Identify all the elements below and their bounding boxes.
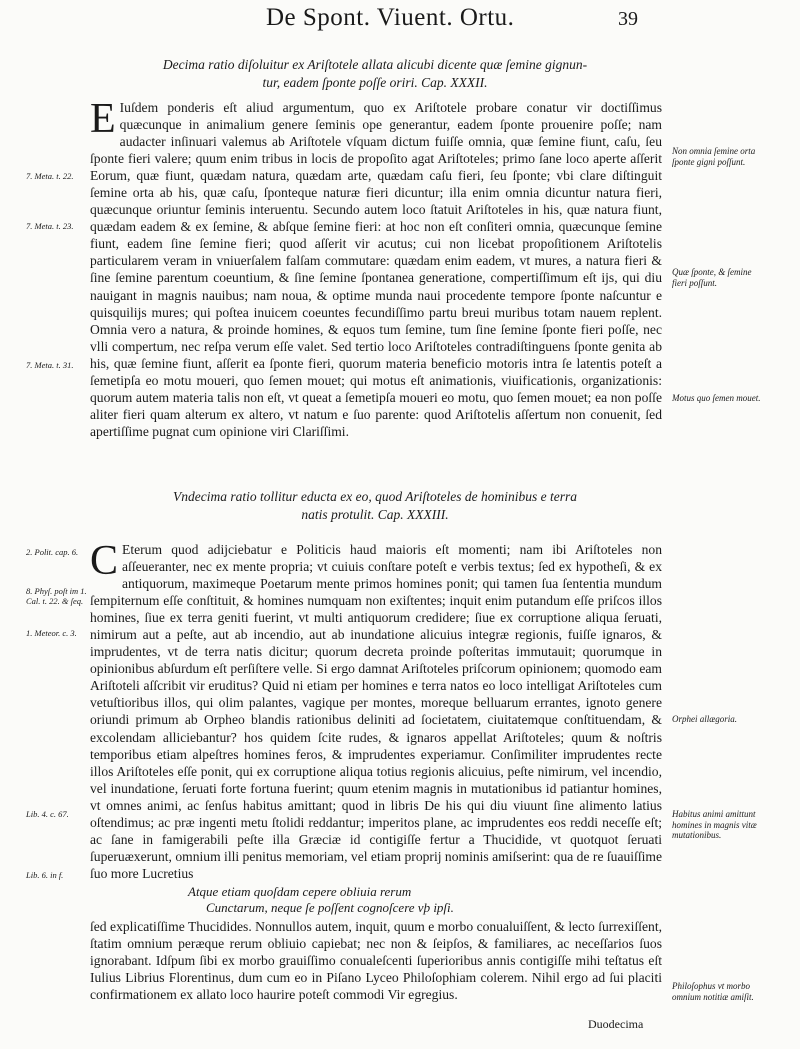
margin-note-left: Lib. 6. in f. — [26, 870, 64, 880]
margin-note-left: 2. Polit. cap. 6. — [26, 547, 79, 557]
margin-note-left: 8. Phyſ. poſt im 1. Cal. t. 22. & ſeq. — [26, 586, 87, 606]
margin-note-left: 7. Meta. t. 31. — [26, 360, 74, 370]
verse-line: Atque etiam quoſdam cepere obliuia rerum — [188, 884, 412, 899]
chapter-heading-33 — [140, 488, 610, 524]
drop-cap: C — [90, 538, 119, 584]
margin-note-right: Non omnia ſemine orta ſponte gigni poſſunt. — [672, 146, 756, 167]
margin-note-right: Philoſophus vt morbo omnium notitiæ amiſit. — [672, 981, 754, 1002]
margin-note-right: Orphei allægoria. — [672, 714, 738, 724]
heading-line: Vndecima ratio tollitur educta ex eo, quod Ariſtoteles de hominibus e terra — [173, 489, 577, 504]
verse-line: Cunctarum, neque ſe poſſent cognoſcere vþ ipſi. — [206, 900, 454, 915]
paragraph-chapter-32 — [90, 96, 662, 440]
margin-note-left: 7. Meta. t. 23. — [26, 221, 74, 231]
margin-note-right: Habitus animi amittunt homines in magnis vitæ mutationibus. — [672, 809, 757, 840]
paragraph-text: Eterum quod adijciebatur e Politicis haud maioris eſt momenti; nam ibi Ariſtoteles non aſſeueranter, nec ex mente propria; vt cuiuis conſtare poteſt e verbis textus; ſed ex hypotheſi, & ex antiquorum, maximeque Poetarum mente primos homines ponit; qui tamen ſua ſententia mundum ſempiternum eſſe conſtituit, & homines numquam non exiſtentes; inquit enim putandum eſſe priſcos illos homines, ſiue ex terra geniti fuerint, vt multi antiquorum credidere; ſiue ex corruptione aliqua ſeruati, nimirum aut a peſte, aut ab incendio, aut ab inundatione alicuius integræ regionis, fuiſſe ignaros, & imprudentes, vt de terra natis dicitur; quorum decreta proinde poſteritas immutauit; quorumque in opinionibus abſurdum eſt perſiſtere velle. Si ergo damnat Ariſtoteles priſcorum opinionem; quomodo eam Ariſtoteli aſſcribit vir eruditus? Quid ni etiam per homines e terra natos eo loco intelligat Ariſtoteles cum vetuſtioribus illos, qui olim palantes, vagique per montes, moreque belluarum errantes, ignoto genere oriundi primum ab Orpheo blandis rationibus deliniti ad ſocietatem, ciuitatemque conſtituendam, & excolendam alliciebantur? hos quidem ſcite rudes, & ignaros appellat Ariſtoteles; quum & noſtris temporibus etiam alpeſtres homines feros, & imprudentes experiamur. Conſimiliter imprudentes recte illos Ariſtoteles eſſe ponit, qui ex corruptione aliqua totius regionis alicuius, peſte nimirum, vel incendio, vel inundatione, ſeruati forte fortuna fuerint; quum etenim magnis in mutationibus id patiantur homines, vt omnes animi, ac ſenſus habitus amittant; quod in libris De his qui diu viuunt ſine alimento latius oſtendimus; ac præ ingenti metu ſtolidi reddantur; imperitos plane, ac imprudentes eos reddi neceſſe eſt; ac ſane in famigerabili peſte illa Græciæ id contigiſſe fertur a Thucidide, vt quotquot ſeruati ſuperuæxerunt, omnium illi penitus memoriam, vel etiam proprij nominis amiſserint: qua de re ſuauiſſime ſuo more Lucretius — [90, 542, 662, 881]
heading-line: tur, eadem ſponte poſſe oriri. Cap. XXXII. — [262, 75, 488, 90]
paragraph-chapter-33 — [90, 538, 662, 882]
heading-line: Decima ratio diſoluitur ex Ariſtotele allata alicubi dicente quæ ſemine gignun- — [162, 57, 588, 72]
margin-note-left: 1. Meteor. c. 3. — [26, 628, 77, 638]
paragraph-continuation — [90, 918, 662, 1003]
margin-note-left: 7. Meta. t. 22. — [26, 171, 74, 181]
lucretius-quote — [188, 884, 568, 916]
page-header — [0, 4, 800, 34]
page-number: 39 — [618, 8, 638, 30]
heading-line: natis protulit. Cap. XXXIII. — [301, 507, 449, 522]
catchword: Duodecima — [588, 1017, 644, 1031]
running-title: De Spont. Viuent. Ortu. — [266, 4, 515, 31]
chapter-heading-32 — [140, 56, 610, 92]
paragraph-text: Iuſdem ponderis eſt aliud argumentum, quo ex Ariſtotele probare conatur vir doctiſſimus quæcunque in animalium genere ſeminis ope generantur, eadem ſponte prouenire poſſe; nam audacter inſinuari valemus ab Ariſtotele vſquam dictum fuiſſe omnia, quæ ſemine fiunt, caſu, ſeu ſponte fieri valere; quum enim tribus in locis de propoſito agat Ariſtoteles; primo ſane loco aperte aſſerit Eorum, quæ fiunt, quædam natura, quædam arte, quædam caſu fieri, ſeu ſponte; vbi clare diſtinguit ſemine orta ab his, quæ caſu, ſponteque naturæ fieri dicuntur; illa enim omnia dicuntur natura fieri, quæcunque oriuntur ſeminis interuentu. Secundo autem loco ſtatuit Ariſtoteles in his, quæ natura fiunt, quædam eadem & ex ſemine, & abſque ſemine fieri: at hoc non eſt conſiteri omnia, quæcunque ſemine fiunt, eadem ſine ſemine fieri; quod aſſerit vir acutus; cui non licebat propoſitionem Ariſtotelis particularem veram in vniuerſalem falſam commutare: quædam enim eadem, vt mures, a natura fieri & ſine ſemine parentum coeuntium, & ſine ſemine ſpontanea generatione, compertiſſimum eſt ijs, qui diu nauigant in magnis nauibus; nam noua, & optime munda naui procedente tempore ſponte naſcuntur e quisquilijs mures; qui poſtea inuicem coeuntes fecundiſſimo partu breui muribus totam nauem replent. Omnia vero a natura, & proinde homines, & equos tum ſemine, tum ſine ſemine ſponte fieri poſſe, nec vlli compertum, nec reſpa verum eſſe valet. Sed tertio loco Ariſtoteles contradiſtinguens ſponte genita ab his, quæ ſemine fiunt, aſſerit ea ſponte fieri, quorum materia beneficio motoris intra ſe latentis poteſt a ſemetipſa eo motu moueri, quo ſemen mouet; qui motus eſt animationis, viuificationis, organizationis: quorum autem materia talis non eſt, vt queat a ſemetipſa moueri eo motu, quo ſemen mouet; ea non poſſe aliter fieri quam alterum ex altero, vt natum e ſuo parente: quod Ariſtotelis aſſertum non conuenit, ſed apertiſſime pugnat cum opinione viri Clariſſimi. — [90, 100, 662, 439]
margin-note-right: Motus quo ſemen mouet. — [672, 393, 761, 403]
drop-cap: E — [90, 96, 116, 142]
margin-note-right: Quæ ſponte, & ſemine fieri poſſunt. — [672, 267, 752, 288]
paragraph-text: ſed explicatiſſime Thucidides. Nonnullos autem, inquit, quum e morbo conualuiſſent, & lecto ſurrexiſſent, ſtatim omnium peræque rerum obliuio capiebat; nec non & ſeipſos, & familiares, ac neceſſarios ſuos ignorabant. Idſpum ſibi ex morbo grauiſſimo conualeſcenti ſuperioribus annis contigiſſe mihi teſtatus eſt Iulius Librius Florentinus, dum cum eo in Piſano Lyceo Philoſophiam colerem. Nihil ergo ad ſui placiti confirmationem ex allato loco haurire poteſt commodi Vir egregius. — [90, 919, 662, 1003]
margin-note-left: Lib. 4. c. 67. — [26, 809, 69, 819]
